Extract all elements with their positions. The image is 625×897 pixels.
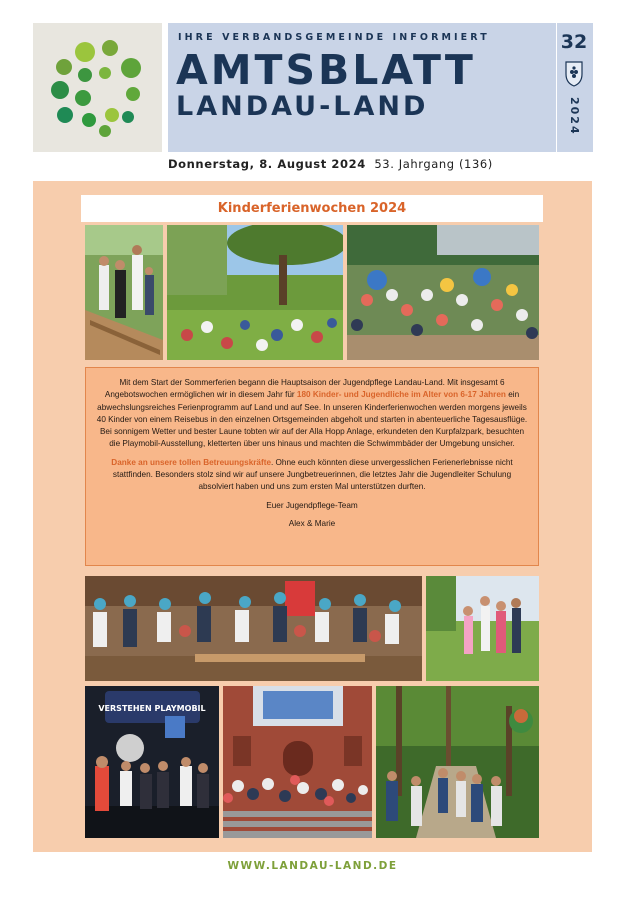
- photo-group-with-mascots: [347, 225, 539, 360]
- verbandsgemeinde-logo: [33, 23, 162, 152]
- playmobil-sign-text: VERSTEHEN PLAYMOBIL: [98, 704, 206, 713]
- footer-website: WWW.LANDAU-LAND.DE: [227, 860, 398, 872]
- article-signoff: Euer Jugendpflege-Team: [266, 500, 358, 510]
- article-text-box: [85, 367, 539, 566]
- article-names: Alex & Marie: [288, 518, 336, 528]
- photo-playmobil-exhibition: [85, 686, 219, 838]
- article-paragraph-1: Mit dem Start der Sommerferien begann die Hauptsaison der Jugendpflege Landau-Land. Mit insgesamt 6 Angebotswochen ermöglichen wir in diesem Jahr für 180 Kinder- und Jugendliche im Alter von 6-17 Jahren ein abwechslungsreiches Ferienprogramm auf Land und auf See. In unseren Kinderferienwochen werden morgens jeweils 40 Kinder von einem Reisebus in den einzelnen Ortsgemeinden abgeholt und starten in abenteuerliche Tagesausflüge. Bei sonnigem Wetter und bester Laune tobten wir auf der Alla Hopp Anlage, erkundeten den Kurpfalzpark, besuchten die Playmobil-Ausstellung, kletterten über uns hinaus und machten die Schwimmbäder der Umgebung unsicher.: [96, 378, 528, 449]
- issue-year: 2024: [568, 97, 581, 136]
- coat-of-arms-icon: [563, 58, 585, 88]
- issue-date: Donnerstag, 8. August 2024: [168, 157, 366, 171]
- photo-outdoor-kids: [426, 576, 539, 681]
- issue-number: 32: [560, 31, 588, 53]
- photo-circle-on-lawn: [167, 225, 343, 360]
- photo-balance-beam: [85, 225, 163, 360]
- photo-forest-hike: [376, 686, 539, 838]
- highlight-kids-count: 180 Kinder- und Jugendliche im Alter von 6-17 Jahren: [296, 390, 506, 400]
- highlight-thanks: Danke an unsere tollen Betreuungskräfte: [111, 457, 271, 467]
- issue-date-line: [168, 157, 493, 171]
- logo-box: [33, 23, 162, 152]
- masthead-title: AMTSBLATT: [176, 46, 476, 94]
- masthead-kicker: IHRE VERBANDSGEMEINDE INFORMIERT: [178, 32, 490, 43]
- article-headline: Kinderferienwochen 2024: [217, 201, 407, 216]
- issue-volume: 53. Jahrgang (136): [374, 157, 493, 171]
- photo-group-on-steps: [223, 686, 372, 838]
- article-paragraph-2: Danke an unsere tollen Betreuungskräfte. Ohne euch könnten diese unvergesslichen Ferienerlebnisse nicht stattfinden. Besonders stolz sind wir auf unsere Jungbetreuerinnen, die letztes Jahr die Jugendleiter Schulung absolviert haben und uns zum ersten Mal unterstützen durften.: [111, 457, 513, 492]
- masthead-subtitle: LANDAU-LAND: [176, 91, 429, 122]
- photo-climbing-group: [85, 576, 422, 681]
